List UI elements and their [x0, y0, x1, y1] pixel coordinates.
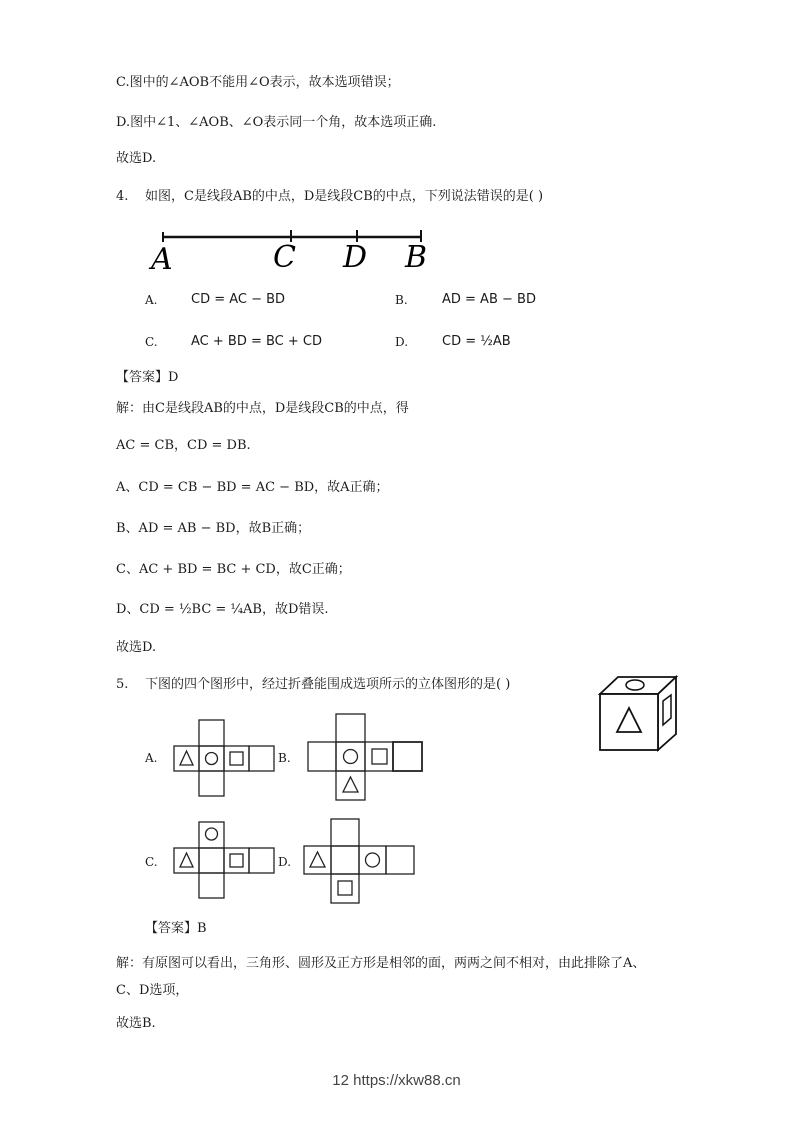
q4-question-text: 如图，C是线段AB的中点，D是线段CB的中点，下列说法错误的是( ): [145, 189, 544, 204]
triangle-icon: [180, 751, 193, 765]
triangle-icon: [343, 777, 358, 792]
circle-icon: [206, 753, 218, 765]
net-option-d: [302, 817, 416, 905]
net-option-c: [172, 820, 276, 900]
q4-option-b-expr: AD = AB − BD: [442, 292, 536, 307]
square-icon: [230, 854, 243, 867]
q4-solution-d: D、CD = ½BC = ¼AB，故D错误.: [116, 602, 329, 617]
q4-option-b-letter: B.: [395, 293, 408, 307]
page-footer: 12 https://xkw88.cn: [332, 1072, 461, 1089]
cube-front-face: [600, 694, 658, 750]
q5-answer: 【答案】B: [145, 921, 207, 936]
square-icon: [230, 752, 243, 765]
cube-figure: [597, 674, 679, 752]
triangle-icon: [310, 852, 325, 867]
circle-icon: [206, 828, 218, 840]
q4-number: 4.: [116, 189, 129, 204]
square-icon: [338, 881, 352, 895]
q5-solution-line-1: 解：有原图可以看出，三角形、圆形及正方形是相邻的面，两两之间不相对，由此排除了A、: [116, 956, 646, 971]
prev-option-c-text: C.图中的∠AOB不能用∠O表示，故本选项错误；: [116, 75, 400, 90]
q5-question-text: 下图的四个图形中，经过折叠能围成选项所示的立体图形的是( ): [145, 677, 511, 692]
square-icon: [372, 749, 387, 764]
net-option-a: [172, 718, 276, 798]
triangle-icon: [180, 853, 193, 867]
q4-option-a-letter: A.: [145, 293, 158, 307]
q5-option-d-letter: D.: [278, 855, 292, 869]
circle-icon: [344, 750, 358, 764]
prev-choose-text: 故选D.: [116, 151, 157, 166]
q4-solution-b: B、AD = AB − BD，故B正确；: [116, 521, 311, 536]
q5-solution-line-2: C、D选项，: [116, 983, 189, 998]
q4-solution-intro: 解：由C是线段AB的中点，D是线段CB的中点，得: [116, 401, 409, 416]
q5-option-a-letter: A.: [145, 751, 158, 765]
q4-segment-figure: [145, 226, 435, 274]
point-label-a: A: [151, 242, 173, 274]
circle-icon: [366, 853, 380, 867]
point-label-b: B: [405, 240, 428, 274]
q4-solution-a: A、CD = CB − BD = AC − BD，故A正确；: [116, 480, 389, 495]
q4-solution-equalities: AC = CB，CD = DB.: [116, 438, 251, 453]
q4-solution-c: C、AC + BD = BC + CD，故C正确；: [116, 562, 351, 577]
q4-answer: 【答案】D: [116, 370, 179, 385]
q5-option-b-letter: B.: [278, 751, 291, 765]
q5-number: 5.: [116, 677, 129, 692]
q4-option-c-letter: C.: [145, 335, 158, 349]
q5-option-c-letter: C.: [145, 855, 158, 869]
q4-option-c-expr: AC + BD = BC + CD: [191, 334, 322, 349]
point-label-d: D: [343, 240, 368, 274]
q4-option-a-expr: CD = AC − BD: [191, 292, 286, 307]
q5-choose-text: 故选B.: [116, 1016, 156, 1031]
q4-choose-text: 故选D.: [116, 640, 157, 655]
point-label-c: C: [273, 240, 296, 274]
q4-option-d-expr: CD = ½AB: [442, 334, 511, 349]
net-option-b: [306, 712, 424, 802]
q4-option-d-letter: D.: [395, 335, 409, 349]
prev-option-d-text: D.图中∠1、∠AOB、∠O表示同一个角，故本选项正确.: [116, 115, 437, 130]
